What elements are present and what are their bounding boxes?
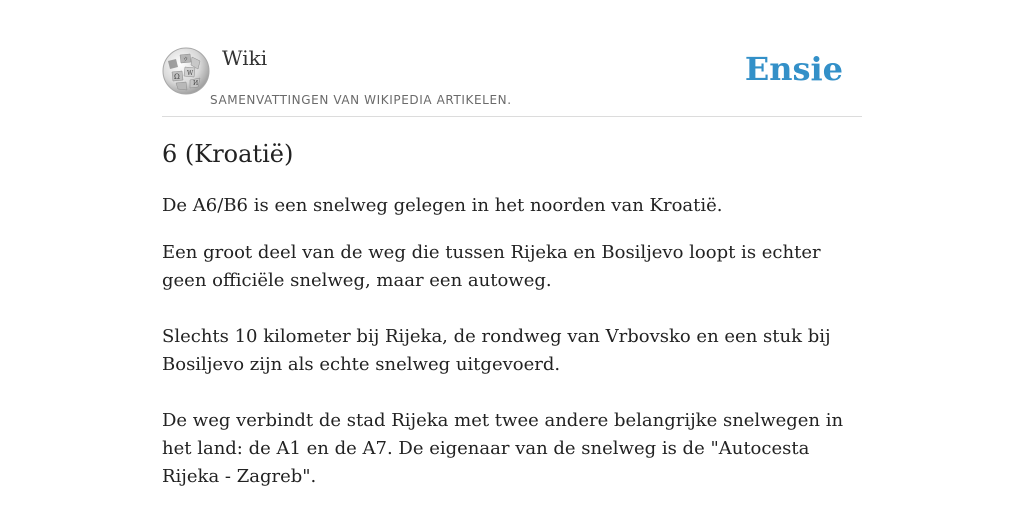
wikipedia-globe-icon[interactable] [162, 47, 210, 95]
article-body [162, 192, 862, 510]
svg-text:И: И [193, 80, 199, 87]
article-title: 6 (Kroatië) [162, 140, 294, 168]
site-title-link[interactable]: Wiki [222, 46, 268, 70]
site-tagline: SAMENVATTINGEN VAN WIKIPEDIA ARTIKELEN. [210, 93, 512, 107]
article-paragraph: De weg verbindt de stad Rijeka met twee andere belangrijke snelwegen in het land: de A1 en de A7. De eigenaar van de snelweg is de "Autocesta Rijeka - Zagreb". [162, 410, 844, 487]
svg-text:W: W [187, 70, 194, 77]
ensie-brand-link[interactable]: Ensie [744, 50, 843, 88]
svg-text:Ω: Ω [174, 73, 180, 81]
svg-text:ウ: ウ [183, 57, 189, 63]
site-header [162, 0, 862, 117]
article-paragraph: Een groot deel van de weg die tussen Rijeka en Bosiljevo loopt is echter geen officiële snelweg, maar een autoweg. [162, 242, 821, 291]
page [162, 0, 862, 487]
article-paragraph: De A6/B6 is een snelweg gelegen in het noorden van Kroatië. [162, 195, 723, 216]
article-paragraph: Slechts 10 kilometer bij Rijeka, de rondweg van Vrbovsko en een stuk bij Bosiljevo zijn als echte snelweg uitgevoerd. [162, 326, 831, 375]
